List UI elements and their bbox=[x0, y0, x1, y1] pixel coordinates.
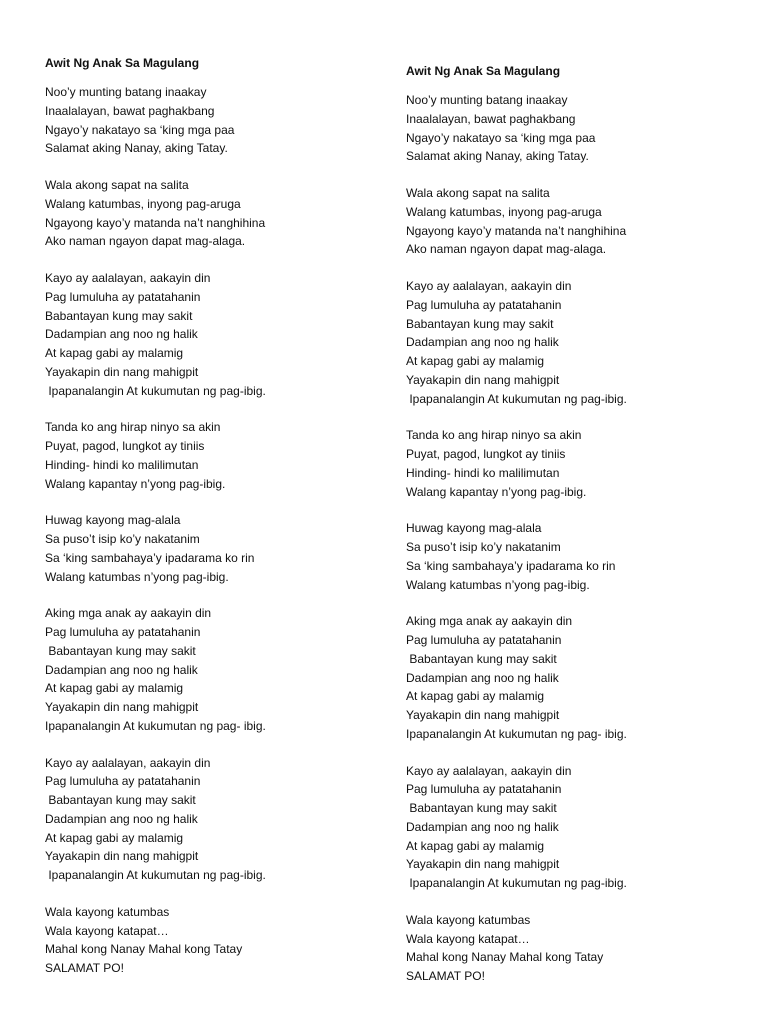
lyric-line: SALAMAT PO! bbox=[45, 961, 124, 975]
song-title: Awit Ng Anak Sa Magulang bbox=[45, 56, 200, 70]
lyric-line: Walang katumbas, inyong pag-aruga bbox=[406, 204, 602, 219]
lyric-line: Pag lumuluha ay patatahanin bbox=[406, 297, 562, 312]
lyric-line: Wala kayong katumbas bbox=[406, 912, 531, 927]
lyric-line: Kayo ay aalalayan, aakayin din bbox=[406, 279, 572, 293]
stanza-list bbox=[45, 83, 385, 978]
lyric-line: Inaalalayan, bawat paghakbang bbox=[406, 111, 576, 126]
lyric-line: At kapag gabi ay malamig bbox=[406, 838, 545, 853]
lyric-line: Ngayo’y nakatayo sa ‘king mga paa bbox=[45, 122, 235, 137]
lyric-line: Yayakapin din nang mahigpit bbox=[45, 364, 199, 379]
lyric-line: Huwag kayong mag-alala bbox=[406, 521, 542, 536]
stanza bbox=[406, 612, 746, 743]
lyric-line: Wala kayong katumbas bbox=[45, 904, 170, 919]
stanza bbox=[45, 903, 385, 978]
lyric-line: Ipapanalangin At kukumutan ng pag-ibig. bbox=[45, 383, 266, 398]
lyric-line: Tanda ko ang hirap ninyo sa akin bbox=[406, 428, 582, 443]
stanza bbox=[45, 269, 385, 400]
lyric-line: Babantayan kung may sakit bbox=[406, 316, 554, 331]
lyric-line: Aking mga anak ay aakayin din bbox=[45, 606, 212, 621]
lyric-line: Babantayan kung may sakit bbox=[406, 651, 557, 666]
lyric-line: Sa puso’t isip ko’y nakatanim bbox=[45, 532, 200, 546]
lyric-line: Dadampian ang noo ng halik bbox=[45, 811, 198, 826]
stanza bbox=[406, 519, 746, 594]
lyric-line: At kapag gabi ay malamig bbox=[406, 689, 545, 704]
lyric-line: Dadampian ang noo ng halik bbox=[45, 662, 198, 677]
stanza bbox=[45, 511, 385, 586]
lyric-line: Ako naman ngayon dapat mag-alaga. bbox=[406, 242, 607, 257]
lyric-line: Wala akong sapat na salita bbox=[45, 178, 189, 192]
lyric-line: Yayakapin din nang mahigpit bbox=[45, 849, 199, 864]
stanza bbox=[45, 754, 385, 885]
lyric-line: At kapag gabi ay malamig bbox=[406, 354, 545, 368]
lyric-line: Babantayan kung may sakit bbox=[406, 801, 557, 815]
lyric-line: Dadampian ang noo ng halik bbox=[406, 335, 559, 350]
lyric-line: Yayakapin din nang mahigpit bbox=[406, 857, 560, 872]
lyrics-column-left bbox=[45, 54, 385, 996]
lyric-line: Pag lumuluha ay patatahanin bbox=[45, 625, 201, 639]
lyric-line: Walang kapantay n’yong pag-ibig. bbox=[406, 484, 587, 499]
lyric-line: SALAMAT PO! bbox=[406, 969, 485, 983]
lyric-line: Pag lumuluha ay patatahanin bbox=[406, 633, 562, 647]
stanza bbox=[45, 418, 385, 493]
lyric-line: Ngayo’y nakatayo sa ‘king mga paa bbox=[406, 130, 596, 145]
lyric-line: Ipapanalangin At kukumutan ng pag-ibig. bbox=[406, 391, 627, 406]
lyrics-column-right bbox=[406, 62, 746, 1004]
lyric-line: Ngayong kayo’y matanda na’t nanghihina bbox=[45, 215, 266, 230]
lyric-line: Ako naman ngayon dapat mag-alaga. bbox=[45, 234, 246, 249]
lyric-line: Ipapanalangin At kukumutan ng pag-ibig. bbox=[45, 868, 266, 882]
lyric-line: Ipapanalangin At kukumutan ng pag- ibig. bbox=[45, 718, 266, 733]
stanza bbox=[406, 426, 746, 501]
lyric-line: Wala kayong katapat… bbox=[45, 923, 169, 938]
lyric-line: Hinding- hindi ko malilimutan bbox=[406, 465, 560, 480]
lyric-line: Salamat aking Nanay, aking Tatay. bbox=[45, 141, 228, 156]
lyric-line: Babantayan kung may sakit bbox=[45, 793, 196, 807]
lyric-line: At kapag gabi ay malamig bbox=[45, 346, 184, 360]
stanza bbox=[406, 184, 746, 259]
lyric-line: Inaalalayan, bawat paghakbang bbox=[45, 103, 215, 118]
stanza bbox=[45, 604, 385, 735]
lyric-line: Ipapanalangin At kukumutan ng pag- ibig. bbox=[406, 726, 627, 741]
lyric-line: Pag lumuluha ay patatahanin bbox=[406, 782, 562, 797]
stanza bbox=[406, 91, 746, 166]
lyric-line: Noo’y munting batang inaakay bbox=[406, 93, 568, 107]
stanza bbox=[406, 911, 746, 986]
lyric-line: Tanda ko ang hirap ninyo sa akin bbox=[45, 420, 221, 435]
lyric-line: Dadampian ang noo ng halik bbox=[45, 327, 198, 342]
stanza bbox=[406, 762, 746, 893]
lyric-line: Walang kapantay n’yong pag-ibig. bbox=[45, 476, 226, 491]
song-title: Awit Ng Anak Sa Magulang bbox=[406, 64, 561, 78]
lyric-line: Wala kayong katapat… bbox=[406, 931, 530, 946]
lyric-line: Mahal kong Nanay Mahal kong Tatay bbox=[406, 950, 604, 965]
lyric-line: Walang katumbas n’yong pag-ibig. bbox=[45, 569, 229, 584]
lyric-line: Dadampian ang noo ng halik bbox=[406, 819, 559, 834]
lyric-line: Wala akong sapat na salita bbox=[406, 186, 550, 200]
lyric-line: Aking mga anak ay aakayin din bbox=[406, 614, 573, 629]
lyric-line: Sa ‘king sambahaya’y ipadarama ko rin bbox=[45, 550, 255, 565]
lyric-line: Yayakapin din nang mahigpit bbox=[406, 708, 560, 722]
lyric-line: Sa ‘king sambahaya’y ipadarama ko rin bbox=[406, 558, 616, 573]
stanza bbox=[45, 176, 385, 251]
lyric-line: Ngayong kayo’y matanda na’t nanghihina bbox=[406, 223, 627, 238]
lyric-line: Sa puso’t isip ko’y nakatanim bbox=[406, 540, 561, 554]
lyric-line: Walang katumbas n’yong pag-ibig. bbox=[406, 577, 590, 592]
lyric-line: Noo’y munting batang inaakay bbox=[45, 85, 207, 99]
lyric-line: Pag lumuluha ay patatahanin bbox=[45, 289, 201, 304]
lyric-line: Babantayan kung may sakit bbox=[45, 643, 196, 658]
lyric-line: Dadampian ang noo ng halik bbox=[406, 670, 559, 685]
lyric-line: Ipapanalangin At kukumutan ng pag-ibig. bbox=[406, 876, 627, 890]
stanza bbox=[45, 83, 385, 158]
lyric-line: Kayo ay aalalayan, aakayin din bbox=[45, 271, 211, 285]
lyric-line: Pag lumuluha ay patatahanin bbox=[45, 774, 201, 789]
lyric-line: Yayakapin din nang mahigpit bbox=[45, 700, 199, 714]
lyric-line: Huwag kayong mag-alala bbox=[45, 513, 181, 528]
lyric-line: Puyat, pagod, lungkot ay tiniis bbox=[45, 439, 205, 453]
lyric-line: Walang katumbas, inyong pag-aruga bbox=[45, 196, 241, 211]
lyric-line: Mahal kong Nanay Mahal kong Tatay bbox=[45, 942, 243, 957]
lyric-line: Babantayan kung may sakit bbox=[45, 308, 193, 323]
lyric-line: At kapag gabi ay malamig bbox=[45, 830, 184, 845]
lyric-line: Yayakapin din nang mahigpit bbox=[406, 372, 560, 387]
lyric-line: Kayo ay aalalayan, aakayin din bbox=[45, 755, 211, 770]
lyric-line: Kayo ay aalalayan, aakayin din bbox=[406, 763, 572, 778]
lyric-line: Puyat, pagod, lungkot ay tiniis bbox=[406, 447, 566, 461]
lyric-line: Salamat aking Nanay, aking Tatay. bbox=[406, 149, 589, 164]
stanza bbox=[406, 277, 746, 408]
stanza-list bbox=[406, 91, 746, 986]
lyric-line: Hinding- hindi ko malilimutan bbox=[45, 457, 199, 472]
lyric-line: At kapag gabi ay malamig bbox=[45, 681, 184, 696]
